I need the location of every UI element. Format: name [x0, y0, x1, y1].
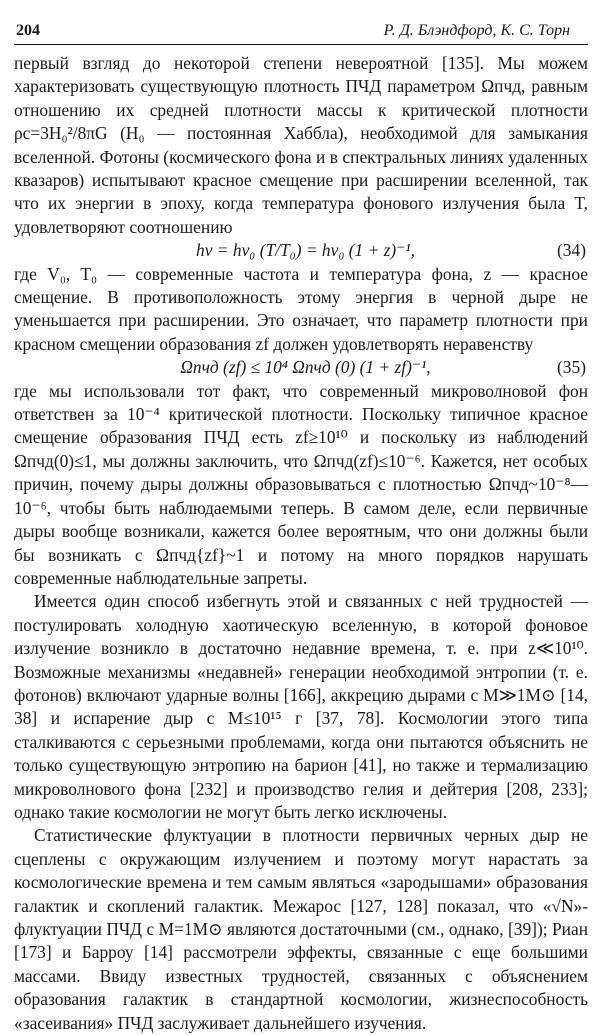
equation-35: [14, 356, 588, 379]
equation-number: (34): [557, 240, 586, 261]
equation-34: [14, 239, 588, 262]
page-number: 204: [16, 22, 40, 39]
paragraph: где мы использовали тот факт, что современный микроволновой фон ответствен за 10⁻⁴ критической плотности. Поскольку типичное красное смещение образования ПЧД есть zf≥10¹⁰ и поскольку из наблюдений Ωпчд(0)≤1, мы должны заключить, что Ωпчд(zf)≤10⁻⁶. Кажется, нет особых причин, почему дыры должны образовываться с плотностью Ωпчд~10⁻⁸—10⁻⁶, чтобы быть наблюдаемыми теперь. В самом деле, если первичные дыры вообще возникали, кажется более вероятным, что они должны были бы возникать с Ωпчд{zf}~1 и потому на много порядков нарушать современные наблюдательные запреты.: [14, 380, 588, 588]
running-head: Р. Д. Блэндфорд, К. С. Торн: [383, 22, 570, 39]
page-header: [14, 22, 588, 45]
body-text: [14, 52, 588, 1035]
equation-formula: hν = hν₀ (T/T₀) = hν₀ (1 + z)⁻¹,: [196, 240, 415, 261]
paragraph: где V₀, T₀ — современные частота и температура фона, z — красное смещение. В противоположность этому энергия в черной дыре не уменьшается при расширении. Это означает, что параметр плотности при красном смещении образования zf должен удовлетворять неравенству: [14, 263, 588, 354]
equation-formula: Ωпчд (zf) ≤ 10⁴ Ωпчд (0) (1 + zf)⁻¹,: [180, 357, 431, 378]
equation-number: (35): [557, 357, 586, 378]
book-page: [14, 22, 588, 1035]
paragraph: Статистические флуктуации в плотности первичных черных дыр не сцеплены с окружающим излучением и поэтому могут нарастать за космологические времена и тем самым являться «зародышами» образования галактик и скоплений галактик. Межарос [127, 128] показал, что «√N»-флуктуации ПЧД с M=1M⊙ являются достаточными (см., однако, [39]); Риан [173] и Барроу [14] рассмотрели эффекты, связанные с еще большими массами. Ввиду известных трудностей, связанных с объяснением образования галактик в стандартной космологии, жизнеспособность «засеивания» ПЧД заслуживает дальнейшего изучения.: [14, 825, 588, 1033]
paragraph: первый взгляд до некоторой степени невероятной [135]. Мы можем характеризовать существующую плотность ПЧД параметром Ωпчд, равным отношению их средней плотности массы к критической плотности ρc=3H₀²/8πG (H₀ — постоянная Хаббла), необходимой для замыкания вселенной. Фотоны (космического фона и в спектральных линиях удаленных квазаров) испытывают красное смещение при расширении вселенной, так что их энергии в эпоху, когда температура фонового излучения была T, удовлетворяют соотношению: [14, 53, 588, 237]
paragraph: Имеется один способ избегнуть этой и связанных с ней трудностей — постулировать холодную хаотическую вселенную, в которой фоновое излучение возникло в достаточно недавние времена, т. е. при z≪10¹⁰. Возможные механизмы «недавней» генерации необходимой энтропии (т. е. фотонов) включают ударные волны [166], аккрецию дырами с M≫1M⊙ [14, 38] и испарение дыр с M≤10¹⁵ г [37, 78]. Космологии этого типа сталкиваются с серьезными проблемами, когда они пытаются объяснить не только существующую энтропию на барион [41], но также и термализацию микроволнового фона [232] и производство гелия и дейтерия [208, 233]; однако такие космологии не могут быть легко исключены.: [14, 591, 588, 822]
